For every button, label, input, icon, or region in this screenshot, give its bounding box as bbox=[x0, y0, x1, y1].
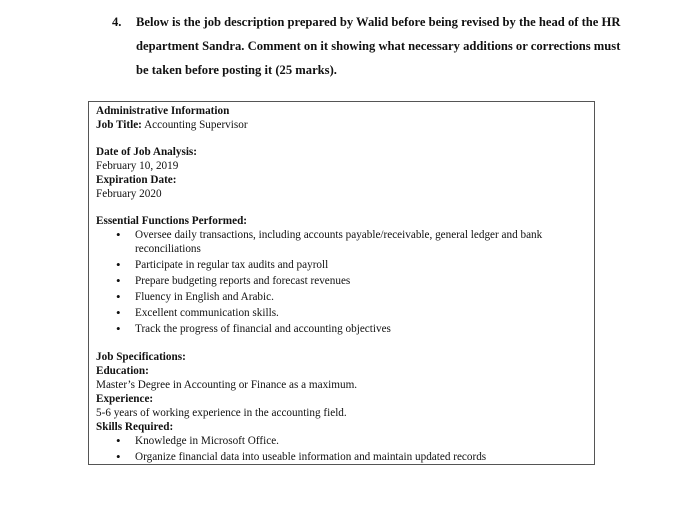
admin-heading: Administrative Information bbox=[96, 105, 230, 117]
education-value: Master’s Degree in Accounting or Finance as a maximum. bbox=[96, 379, 358, 391]
essential-function-item: • Excellent communication skills. bbox=[116, 306, 586, 320]
expiration-date-label: Expiration Date: bbox=[96, 174, 177, 186]
essential-function-item: • Participate in regular tax audits and payroll bbox=[116, 258, 586, 272]
job-description-box bbox=[88, 101, 595, 465]
skill-item: • Organize financial data into useable information and maintain updated records bbox=[116, 450, 586, 464]
question-block bbox=[112, 10, 622, 82]
question-number: 4. bbox=[112, 15, 122, 29]
job-title-label: Job Title: bbox=[96, 119, 142, 131]
job-title-line bbox=[96, 118, 586, 132]
analysis-date-label: Date of Job Analysis: bbox=[96, 146, 198, 158]
education-label: Education: bbox=[96, 365, 149, 377]
experience-value: 5-6 years of working experience in the accounting field. bbox=[96, 407, 347, 419]
job-specifications-heading: Job Specifications: bbox=[96, 351, 186, 363]
job-title-value: Accounting Supervisor bbox=[144, 119, 248, 131]
analysis-date-value: February 10, 2019 bbox=[96, 160, 179, 172]
essential-functions-list bbox=[96, 228, 586, 336]
essential-functions-heading: Essential Functions Performed: bbox=[96, 215, 248, 227]
skills-list bbox=[96, 434, 586, 464]
essential-function-item: • Fluency in English and Arabic. bbox=[116, 290, 586, 304]
skills-label: Skills Required: bbox=[96, 421, 174, 433]
skill-item: • Knowledge in Microsoft Office. bbox=[116, 434, 586, 448]
essential-function-item: • Prepare budgeting reports and forecast revenues bbox=[116, 274, 586, 288]
experience-label: Experience: bbox=[96, 393, 154, 405]
expiration-date-value: February 2020 bbox=[96, 188, 162, 200]
essential-function-item: • Oversee daily transactions, including accounts payable/receivable, general ledger and bank reconciliations bbox=[116, 228, 586, 256]
question-text: Below is the job description prepared by Walid before being revised by the head of the HR department Sandra. Comment on it showing what necessary additions or corrections must be taken before posting it (25 marks). bbox=[136, 15, 621, 77]
essential-function-item: • Track the progress of financial and accounting objectives bbox=[116, 322, 586, 336]
